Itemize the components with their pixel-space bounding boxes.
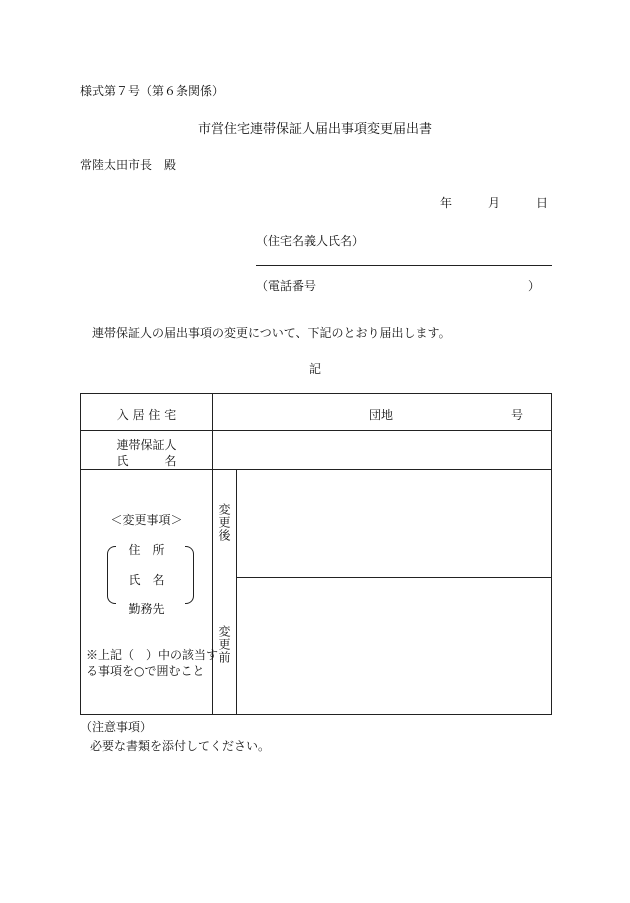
go-label: 号: [511, 408, 524, 422]
before-change-input-area[interactable]: [237, 578, 551, 714]
change-item-address[interactable]: 住 所: [128, 543, 165, 557]
date-day: 日: [536, 196, 549, 210]
form-number: 様式第７号（第６条関係）: [80, 84, 225, 98]
date-month: 月: [488, 196, 501, 210]
before-change-label: 変更前: [217, 625, 231, 664]
applicant-name-underline: [256, 265, 552, 266]
danchi-label: 団地: [369, 408, 394, 422]
after-change-label: 変更後: [217, 503, 231, 542]
body-text: 連帯保証人の届出事項の変更について、下記のとおり届出します。: [92, 326, 451, 340]
residence-input-area[interactable]: [226, 394, 551, 430]
change-items-heading: ＜変更事項＞: [110, 513, 183, 527]
notes-heading: （注意事項）: [80, 720, 153, 734]
change-item-workplace[interactable]: 勤務先: [128, 602, 165, 616]
change-form-table: [80, 393, 552, 715]
applicant-phone-close: ）: [528, 279, 541, 293]
ki-label: 記: [308, 362, 321, 376]
notes-text: 必要な書類を添付してください。: [90, 739, 271, 753]
date-year: 年: [440, 196, 453, 210]
after-change-input-area[interactable]: [237, 470, 551, 577]
document-title: 市営住宅連帯保証人届出事項変更届出書: [197, 122, 432, 137]
guarantor-name-input-area[interactable]: [213, 431, 551, 469]
note-line-2: る事項を○で囲むこと: [86, 664, 205, 678]
applicant-phone-label: （電話番号: [256, 279, 317, 293]
addressee: 常陸太田市長 殿: [80, 158, 177, 172]
applicant-name-label: （住宅名義人氏名）: [256, 234, 365, 248]
change-item-name[interactable]: 氏 名: [128, 573, 165, 587]
row-label-guarantor-line2: 氏 名: [116, 454, 177, 468]
row-label-guarantor-line1: 連帯保証人: [116, 438, 177, 452]
note-line-1: ※上記（ ）中の該当す: [86, 648, 219, 662]
row-label-residence: 入 居 住 宅: [116, 408, 177, 422]
